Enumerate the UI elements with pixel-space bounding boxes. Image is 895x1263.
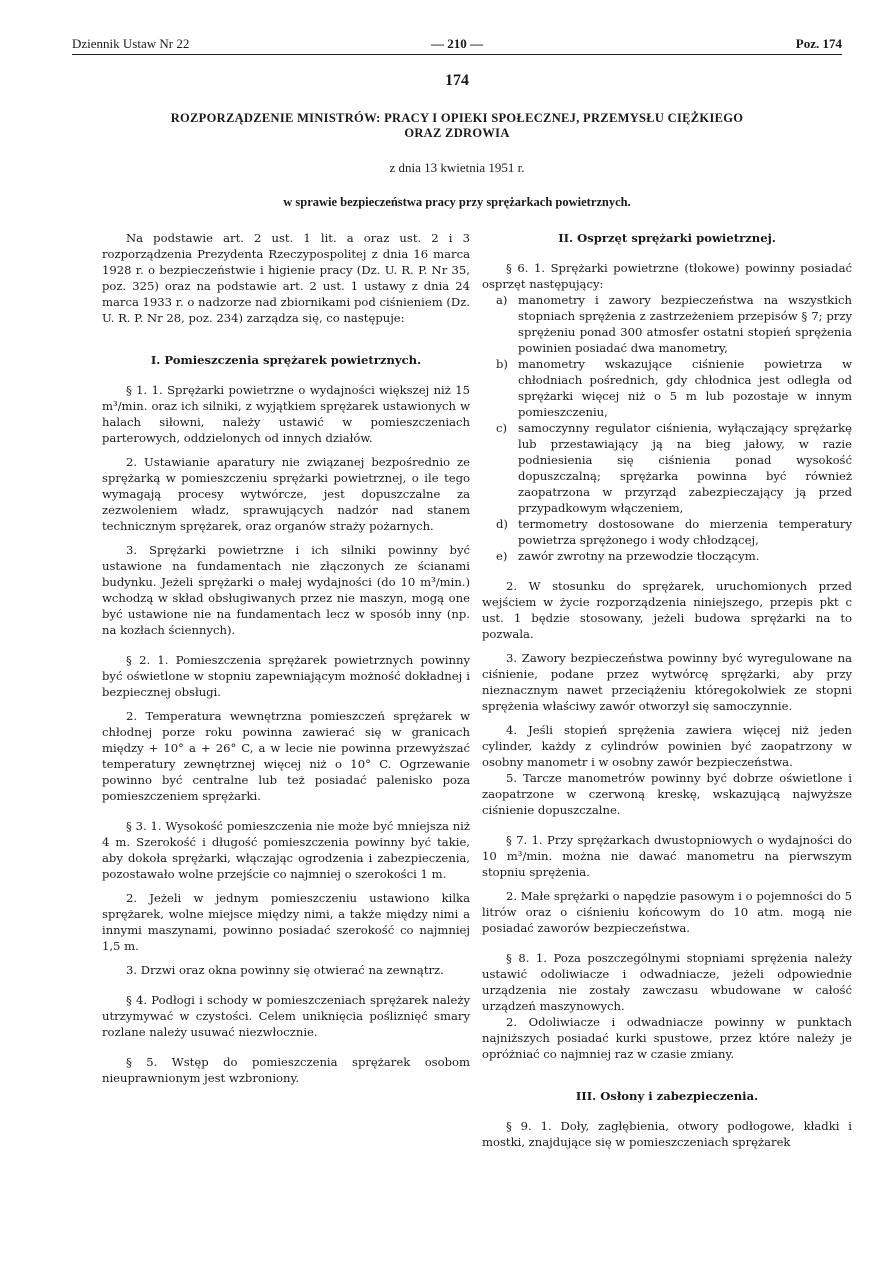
paragraph-7-2: 2. Małe sprężarki o napędzie pasowym i o pojemności do 5 litrów oraz o ciśnieniu końcowym do 10 atm. mogą nie posiadać zaworów bezpieczeństwa. [482, 889, 852, 935]
journal-name: Dziennik Ustaw Nr 22 [72, 36, 190, 51]
document-date: z dnia 13 kwietnia 1951 r. [389, 160, 525, 175]
running-head [72, 36, 842, 52]
preamble: Na podstawie art. 2 ust. 1 lit. a oraz ust. 2 i 3 rozporządzenia Prezydenta Rzeczypospolitej z dnia 16 marca 1928 r. o bezpieczeństwie i higienie pracy (Dz. U. R. P. Nr 35, poz. 325) oraz na podstawie art. 2 ust. 1 ustawy z dnia 24 marca 1933 r. o nadzorze nad zbiornikami pod ciśnieniem (Dz. U. R. P. Nr 28, poz. 234) zarządza się, co następuje: [102, 231, 470, 325]
right-column [482, 230, 852, 1150]
equipment-list [482, 292, 852, 564]
paragraph-6-2: 2. W stosunku do sprężarek, uruchomionych przed wejściem w życie rozporządzenia niniejszego, przepis pkt c ust. 1 będzie stosowany, jeżeli budowa sprężarki na to pozwala. [482, 579, 852, 641]
document-title [72, 111, 842, 141]
list-item: d) termometry dostosowane do mierzenia temperatury powietrza sprężonego i wody chłodzącej, [496, 517, 852, 547]
page-number: — 210 — [431, 36, 483, 51]
section-heading-1: I. Pomieszczenia sprężarek powietrznych. [150, 353, 422, 367]
position-ref: Poz. 174 [795, 36, 842, 51]
title-line-1: ROZPORZĄDZENIE MINISTRÓW: PRACY I OPIEKI SPOŁECZNEJ, PRZEMYSŁU CIĘŻKIEGO [170, 111, 744, 125]
list-item: a) manometry i zawory bezpieczeństwa na wszystkich stopniach sprężenia z zastrzeżeniem przepisów § 7; przy sprężeniu ponad 300 atmosfer ostatni stopień sprężenia powinien posiadać dwa manometry, [496, 293, 852, 355]
paragraph-6-1-intro: § 6. 1. Sprężarki powietrzne (tłokowe) powinny posiadać osprzęt następujący: [482, 261, 852, 291]
paragraph-6-3: 3. Zawory bezpieczeństwa powinny być wyregulowane na ciśnienie, podane przez wytwórcę sprężarki, aby przy nieznacznym nawet przeciążeniu któregokolwiek ze stopni sprężenia właściwy zawór otworzył się samoczynnie. [482, 651, 852, 713]
paragraph-1-2: 2. Ustawianie aparatury nie związanej bezpośrednio ze sprężarką w pomieszczeniu sprężarki powietrznej, o ile tego wymagają procesy wytwórcze, jest dopuszczalne za zezwoleniem władz, sprawujących nadzór nad stanem technicznym sprężarek, oraz organów straży pożarnych. [102, 455, 470, 533]
paragraph-2-2: 2. Temperatura wewnętrzna pomieszczeń sprężarek w chłodnej porze roku powinna zawierać się w granicach między + 10° a + 26° C, a w lecie nie powinna przewyższać temperatury zewnętrznej więcej niż o 10° C. Ogrzewanie powinno być centralne lub też posiadać palenisko poza pomieszczeniem sprężarki. [102, 709, 470, 803]
paragraph-2-1: § 2. 1. Pomieszczenia sprężarek powietrznych powinny być oświetlone w stopniu zapewniającym możność dokładnej i bezpiecznej obsługi. [102, 653, 470, 699]
paragraph-5: § 5. Wstęp do pomieszczenia sprężarek osobom nieuprawnionym jest wzbroniony. [102, 1055, 470, 1085]
list-item: c) samoczynny regulator ciśnienia, wyłączający sprężarkę lub przestawiający ją na bieg jałowy, w razie podniesienia się ciśnienia ponad wysokość dopuszczalną; sprężarka powinna być również zaopatrzona w przyrząd zabezpieczający ją przed przypadkowym włączeniem, [496, 421, 852, 515]
paragraph-8-1: § 8. 1. Poza poszczególnymi stopniami sprężenia należy ustawić odoliwiacze i odwadniacze, jeżeli odpowiednie urządzenia nie zostały zawczasu wbudowane w całość urządzeń maszynowych. [482, 951, 852, 1013]
section-heading-2: II. Osprzęt sprężarki powietrznej. [558, 231, 776, 245]
paragraph-3-3: 3. Drzwi oraz okna powinny się otwierać na zewnątrz. [126, 963, 444, 977]
list-item: b) manometry wskazujące ciśnienie powietrza w chłodniach pośrednich, gdy chłodnica jest odległa od sprężarki więcej niż o 5 m lub pozostaje w innym pomieszczeniu, [496, 357, 852, 419]
paragraph-6-5: 5. Tarcze manometrów powinny być dobrze oświetlone i zaopatrzone w czerwoną kreskę, wskazującą najwyższe ciśnienie dopuszczalne. [482, 771, 852, 817]
header-rule [72, 54, 842, 55]
paragraph-7-1: § 7. 1. Przy sprężarkach dwustopniowych o wydajności do 10 m³/min. można nie dawać manometru na pierwszym stopniu sprężenia. [482, 833, 852, 879]
document-subject: w sprawie bezpieczeństwa pracy przy sprężarkach powietrznych. [283, 195, 631, 209]
paragraph-6-4: 4. Jeśli stopień sprężenia zawiera więcej niż jeden cylinder, każdy z cylindrów powinien być zaopatrzony w osobny manometr i w osobny zawór bezpieczeństwa. [482, 723, 852, 769]
paragraph-3-2: 2. Jeżeli w jednym pomieszczeniu ustawiono kilka sprężarek, wolne miejsce między nimi, a także między nimi a innymi maszynami, powinno posiadać szerokość co najmniej 1,5 m. [102, 891, 470, 953]
paragraph-1-3: 3. Sprężarki powietrzne i ich silniki powinny być ustawione na fundamentach nie złączonych ze ścianami budynku. Jeżeli sprężarki o małej wydajności (do 10 m³/min.) wchodzą w skład obsługiwanych przez nie maszyn, mogą one być ustawione nie na fundamentach lecz w sposób inny (np. na kozłach ściennych). [102, 543, 470, 637]
paragraph-9-1: § 9. 1. Doły, zagłębienia, otwory podłogowe, kładki i mostki, znajdujące się w pomieszczeniach sprężarek [482, 1119, 852, 1149]
paragraph-3-1: § 3. 1. Wysokość pomieszczenia nie może być mniejsza niż 4 m. Szerokość i długość pomieszczenia powinny być takie, aby dokoła sprężarki, włączając ogrodzenia i zabezpieczenia, pozostawało wolne przejście co najmniej o szerokości 1 m. [102, 819, 470, 881]
paragraph-4: § 4. Podłogi i schody w pomieszczeniach sprężarek należy utrzymywać w czystości. Celem uniknięcia pośliznięć smary rozlane należy usuwać niezwłocznie. [102, 993, 470, 1039]
paragraph-8-2: 2. Odoliwiacze i odwadniacze powinny w punktach najniższych posiadać kurki spustowe, przez które należy je opróżniać co najmniej raz w czasie zmiany. [482, 1015, 852, 1061]
paragraph-1-1: § 1. 1. Sprężarki powietrzne o wydajności większej niż 15 m³/min. oraz ich silniki, z wyjątkiem sprężarek ustawionych w halach siłowni, należy ustawić w pomieszczeniach parterowych, oddzielonych od innych działów. [102, 383, 470, 445]
title-line-2: ORAZ ZDROWIA [404, 126, 510, 140]
left-column [102, 230, 470, 1086]
list-item: e) zawór zwrotny na przewodzie tłoczącym. [496, 549, 760, 563]
section-heading-3: III. Osłony i zabezpieczenia. [575, 1089, 759, 1103]
position-number: 174 [445, 72, 469, 89]
